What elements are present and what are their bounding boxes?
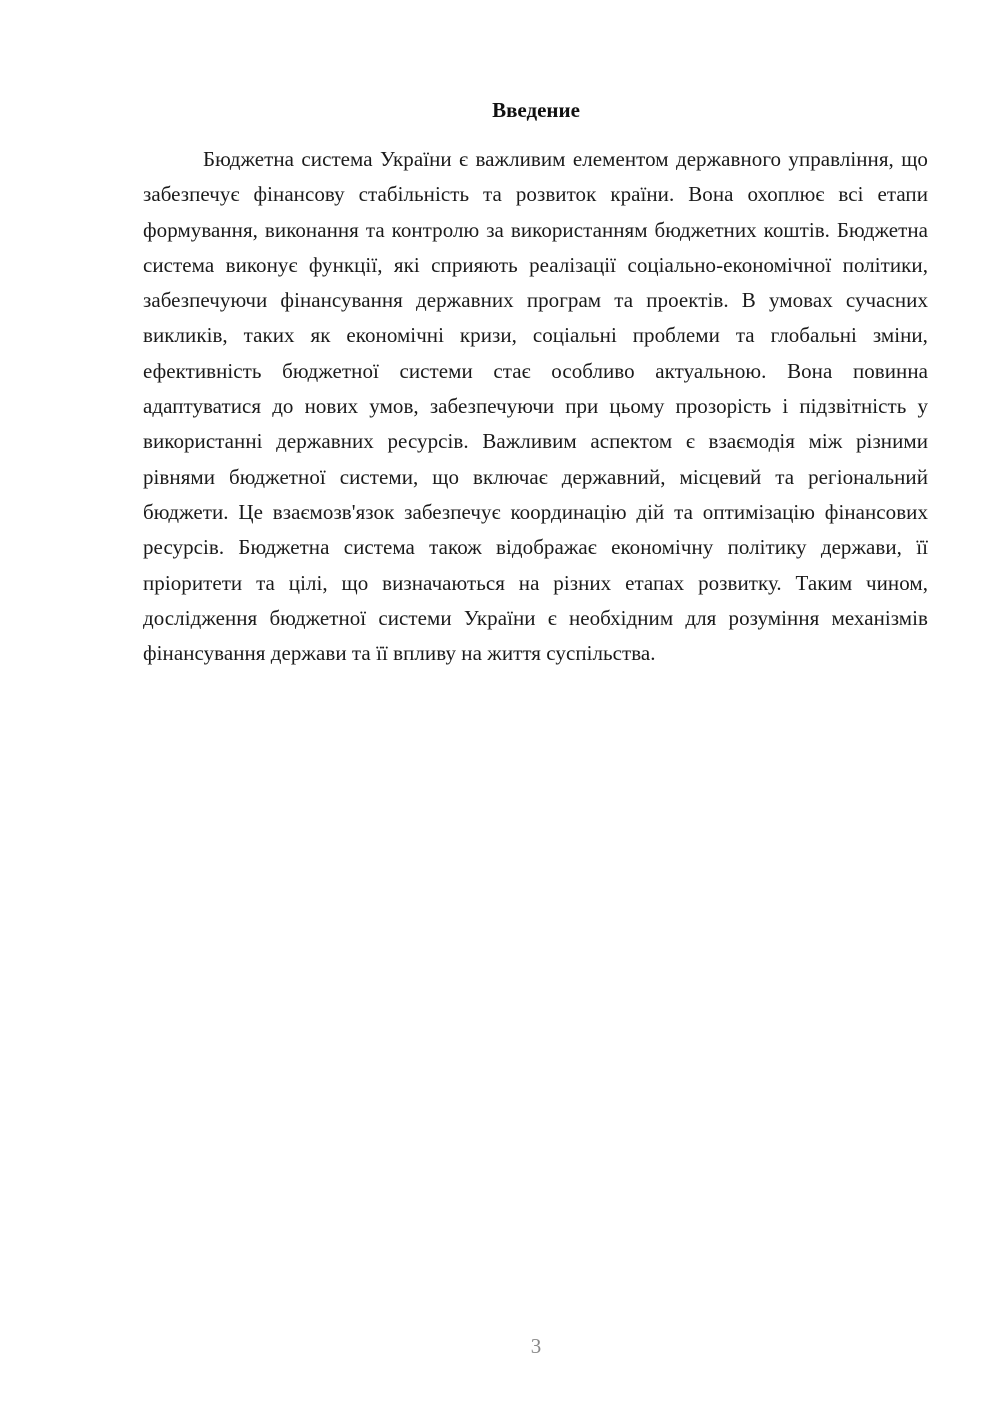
intro-paragraph: Бюджетна система України є важливим елементом державного управління, що забезпечує фінансову стабільність та розвиток країни. Вона охоплює всі етапи формування, виконання та контролю за використанням бюджетних коштів. Бюджетна система виконує функції, які сприяють реалізації соціально-економічної політики, забезпечуючи фінансування державних програм та проектів. В умовах сучасних викликів, таких як економічні кризи, соціальні проблеми та глобальні зміни, ефективність бюджетної системи стає особливо актуальною. Вона повинна адаптуватися до нових умов, забезпечуючи при цьому прозорість і підзвітність у використанні державних ресурсів. Важливим аспектом є взаємодія між різними рівнями бюджетної системи, що включає державний, місцевий та регіональний бюджети. Це взаємозв'язок забезпечує координацію дій та оптимізацію фінансових ресурсів. Бюджетна система також відображає економічну політику держави, її пріоритети та цілі, що визначаються на різних етапах розвитку. Таким чином, дослідження бюджетної системи України є необхідним для розуміння механізмів фінансування держави та її впливу на життя суспільства. xyxy=(143,147,928,666)
page-number: 3 xyxy=(530,1334,542,1358)
section-heading: Введение xyxy=(492,98,580,122)
